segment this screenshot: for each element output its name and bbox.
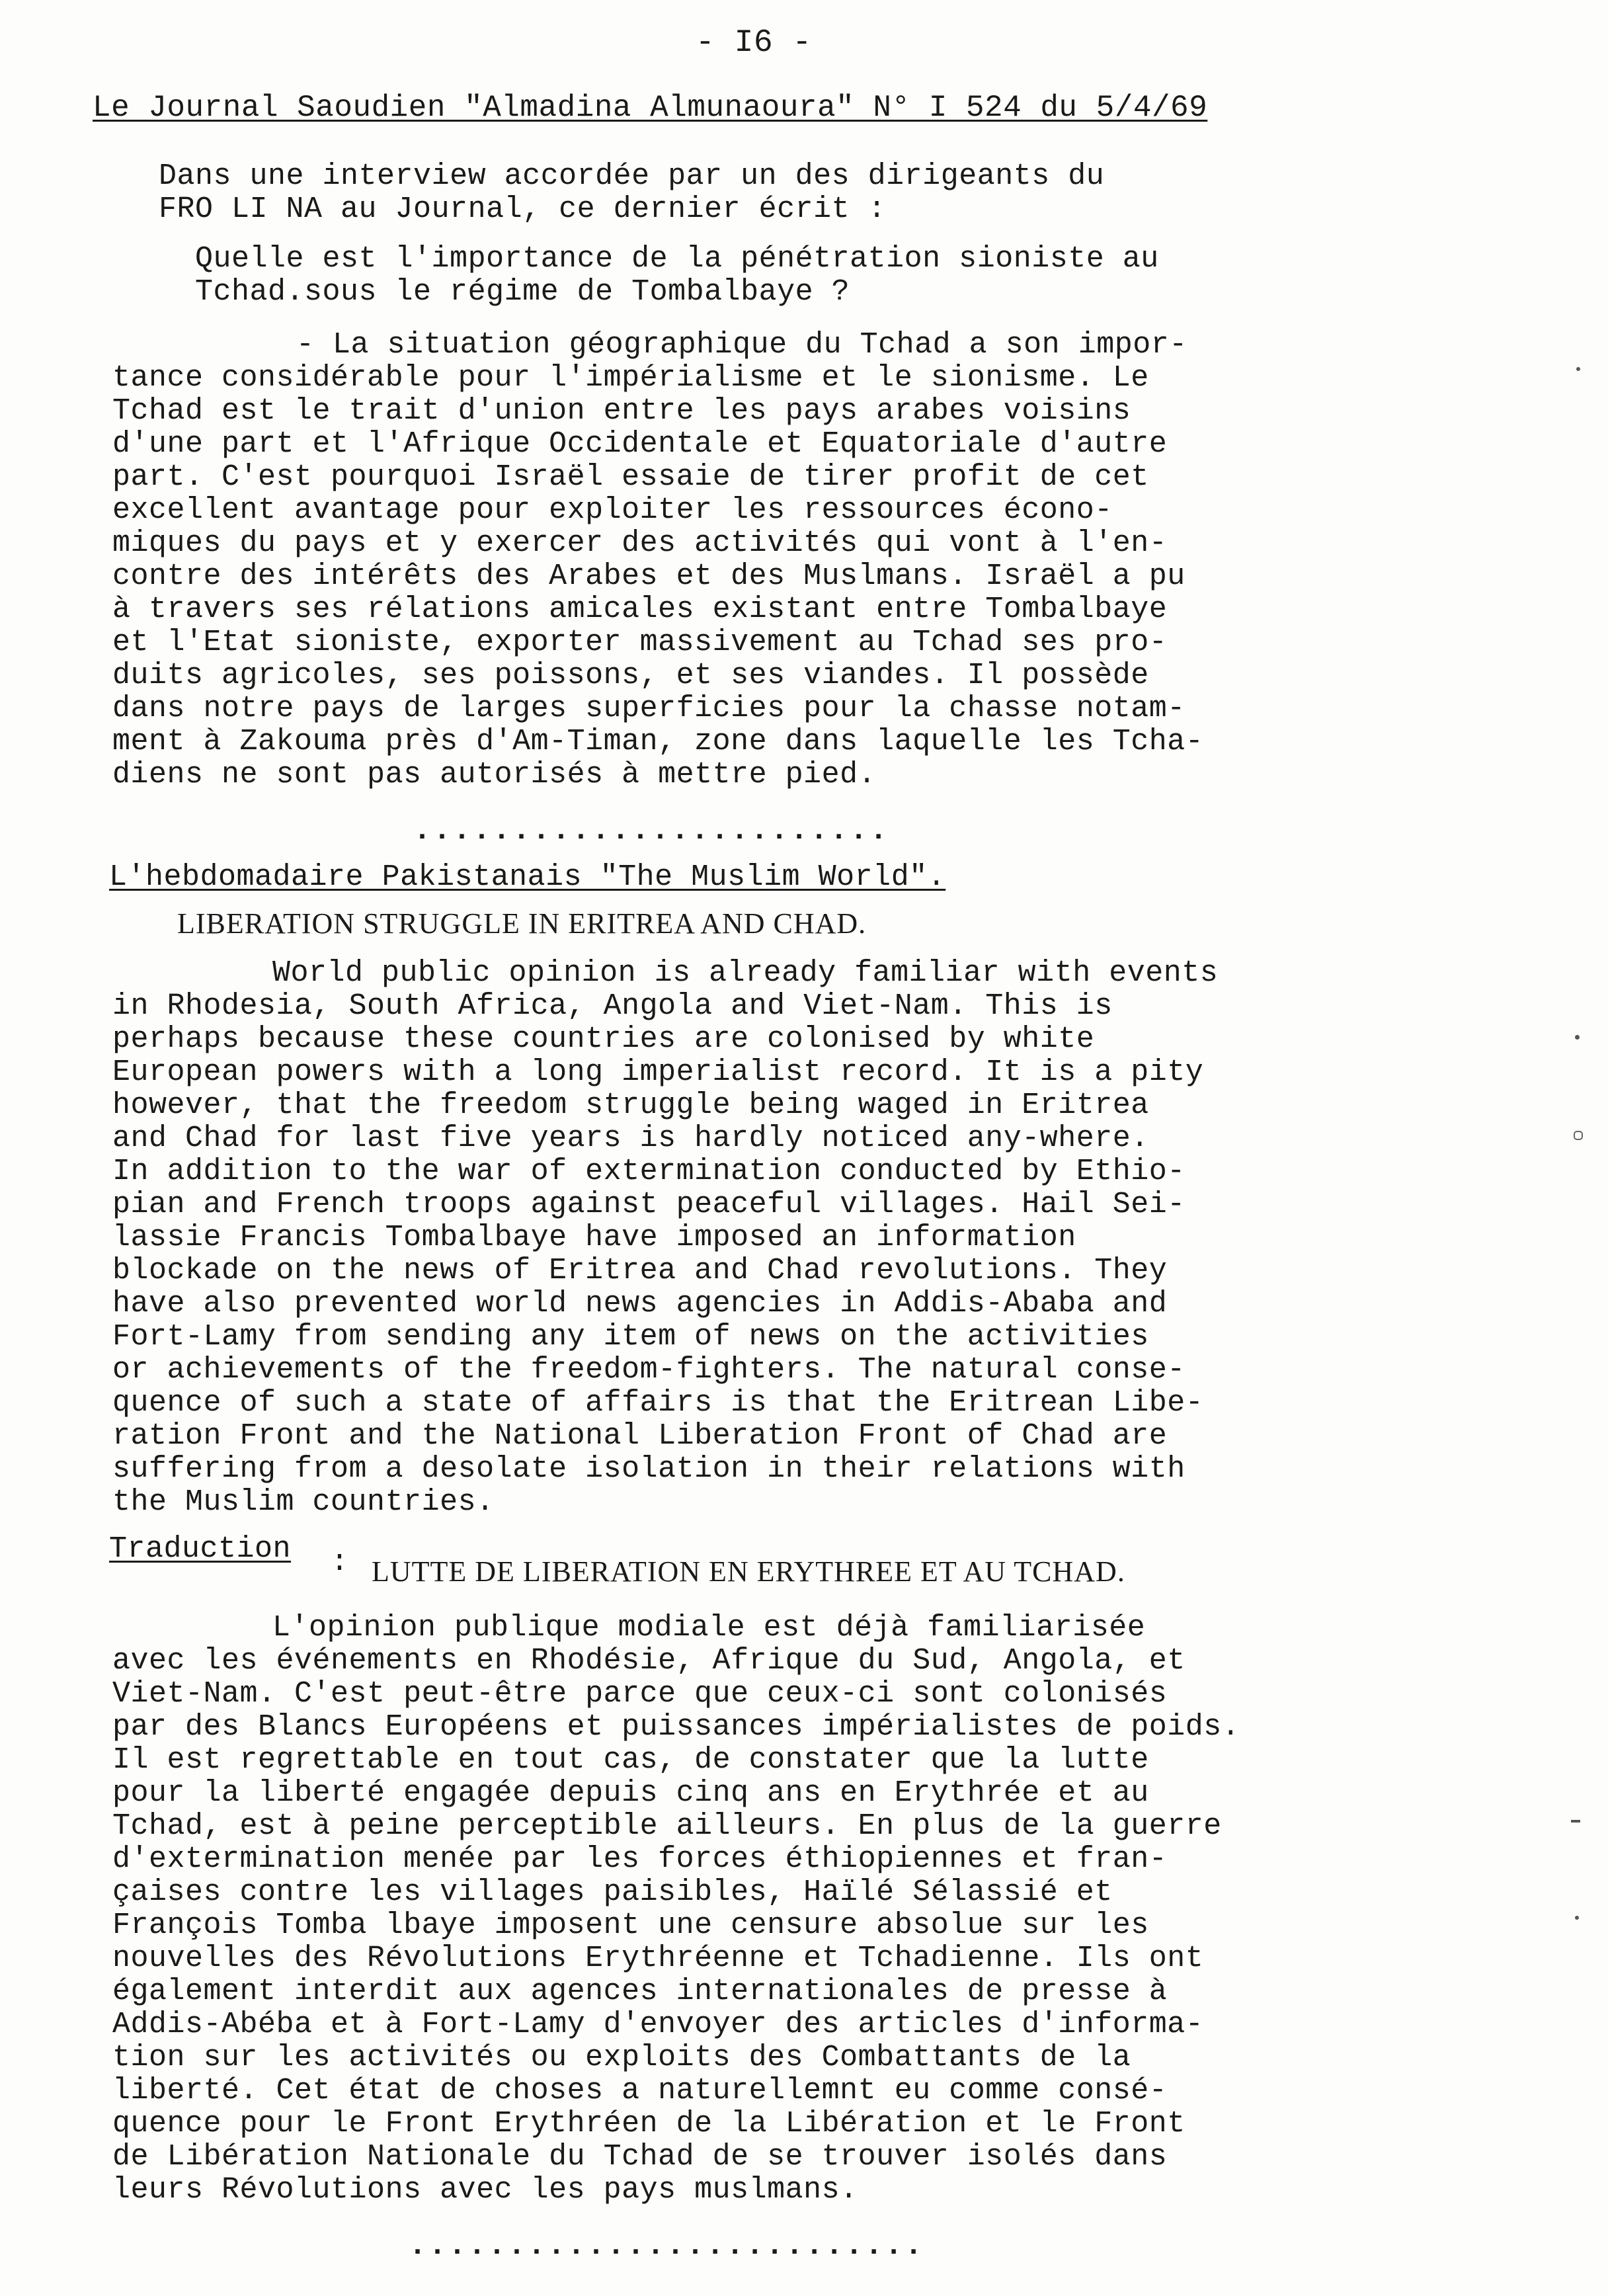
translation-label: Traduction [109, 1532, 292, 1566]
section3-body-line: François Tomba lbaye imposent une censure absolue sur les [112, 1908, 1149, 1942]
margin-mark [1576, 367, 1580, 371]
section1-answer-line: duits agricoles, ses poissons, et ses viandes. Il possède [112, 659, 1149, 692]
section2-body-line: perhaps because these countries are colonised by white [112, 1022, 1095, 1056]
section3-body-line: tion sur les activités ou exploits des Combattants de la [112, 2041, 1131, 2074]
section3-body-line: avec les événements en Rhodésie, Afrique du Sud, Angola, et [112, 1644, 1186, 1678]
section2-body-line: pian and French troops against peaceful villages. Hail Sei- [112, 1188, 1186, 1221]
section3-body-line: liberté. Cet état de choses a naturellemnt eu comme consé- [112, 2074, 1168, 2108]
section1-answer-line: contre des intérêts des Arabes et des Muslmans. Israël a pu [112, 559, 1186, 593]
section3-body-line: Addis-Abéba et à Fort-Lamy d'envoyer des articles d'informa- [112, 2008, 1204, 2041]
section2-body-line: and Chad for last five years is hardly noticed any-where. [112, 1122, 1149, 1155]
margin-mark [1575, 1035, 1580, 1040]
section1-answer-line: Tchad est le trait d'union entre les pays arabes voisins [112, 394, 1131, 428]
section-separator: .......................... [409, 2229, 925, 2263]
section2-source: L'hebdomadaire Pakistanais "The Muslim World". [109, 860, 946, 894]
section3-body-line: Viet-Nam. C'est peut-être parce que ceux-ci sont colonisés [112, 1677, 1168, 1711]
section1-answer-line: excellent avantage pour exploiter les ressources écono- [112, 493, 1113, 527]
section2-body-line: quence of such a state of affairs is that the Eritrean Libe- [112, 1386, 1204, 1420]
section1-intro-line: Dans une interview accordée par un des dirigeants du [159, 159, 1105, 193]
section1-answer-line: diens ne sont pas autorisés à mettre pied. [112, 758, 877, 792]
section3-body-line: L'opinion publique modiale est déjà familiarisée [272, 1611, 1146, 1645]
section1-answer-line: dans notre pays de larges superficies pour la chasse notam- [112, 692, 1186, 725]
section2-body-line: blockade on the news of Eritrea and Chad revolutions. They [112, 1254, 1168, 1288]
translation-colon: : [331, 1545, 349, 1579]
section2-body-line: or achievements of the freedom-fighters. The natural conse- [112, 1353, 1186, 1387]
section3-body-line: d'extermination menée par les forces éthiopiennes et fran- [112, 1842, 1168, 1876]
section1-question-line: Quelle est l'importance de la pénétration sioniste au [195, 242, 1159, 276]
section1-answer-line: d'une part et l'Afrique Occidentale et Equatoriale d'autre [112, 427, 1168, 461]
section2-body-line: have also prevented world news agencies in Addis-Ababa and [112, 1287, 1168, 1321]
section2-body-line: in Rhodesia, South Africa, Angola and Viet-Nam. This is [112, 989, 1113, 1023]
section1-source: Le Journal Saoudien "Almadina Almunaoura" N° I 524 du 5/4/69 [93, 91, 1208, 125]
section3-body-line: pour la liberté engagée depuis cinq ans en Erythrée et au [112, 1776, 1149, 1810]
section2-body-line: In addition to the war of extermination conducted by Ethio- [112, 1155, 1186, 1188]
margin-mark [1571, 1820, 1580, 1823]
section3-body-line: çaises contre les villages paisibles, Haïlé Sélassié et [112, 1875, 1113, 1909]
section3-body-line: quence pour le Front Erythréen de la Libération et le Front [112, 2107, 1186, 2141]
section3-body-line: de Libération Nationale du Tchad de se trouver isolés dans [112, 2140, 1168, 2174]
section3-body-line: nouvelles des Révolutions Erythréenne et Tchadienne. Ils ont [112, 1942, 1204, 1975]
section3-body-line: leurs Révolutions avec les pays muslmans. [112, 2173, 858, 2207]
section2-body-line: lassie Francis Tombalbaye have imposed an information [112, 1221, 1076, 1254]
section3-body-line: Il est regrettable en tout cas, de constater que la lutte [112, 1743, 1149, 1777]
section1-answer-line: ment à Zakouma près d'Am-Timan, zone dans laquelle les Tcha- [112, 725, 1204, 758]
section1-answer-line: - La situation géographique du Tchad a son impor- [296, 328, 1187, 362]
section-separator: ........................ [413, 814, 890, 848]
section2-body-line: Fort-Lamy from sending any item of news on the activities [112, 1320, 1149, 1354]
section2-title: LIBERATION STRUGGLE IN ERITREA AND CHAD. [177, 907, 867, 940]
section2-body-line: European powers with a long imperialist record. It is a pity [112, 1055, 1204, 1089]
section3-title: LUTTE DE LIBERATION EN ERYTHREE ET AU TCHAD. [372, 1555, 1125, 1588]
section2-body-line: the Muslim countries. [112, 1485, 495, 1519]
section3-body-line: par des Blancs Européens et puissances impérialistes de poids. [112, 1710, 1240, 1744]
section3-body-line: Tchad, est à peine perceptible ailleurs. En plus de la guerre [112, 1809, 1222, 1843]
margin-mark [1575, 1916, 1579, 1920]
section1-answer-line: tance considérable pour l'impérialisme et le sionisme. Le [112, 361, 1149, 395]
section3-body-line: également interdit aux agences internationales de presse à [112, 1975, 1168, 2008]
section1-answer-line: à travers ses rélations amicales existant entre Tombalbaye [112, 593, 1168, 626]
section1-question-line: Tchad.sous le régime de Tombalbaye ? [195, 275, 850, 309]
section2-body-line: however, that the freedom struggle being waged in Eritrea [112, 1088, 1149, 1122]
section2-body-line: ration Front and the National Liberation Front of Chad are [112, 1419, 1168, 1453]
page-number: - I6 - [696, 25, 812, 61]
section1-intro-line: FRO LI NA au Journal, ce dernier écrit : [159, 192, 887, 226]
section1-answer-line: et l'Etat sioniste, exporter massivement au Tchad ses pro- [112, 626, 1168, 659]
section2-body-line: World public opinion is already familiar with events [272, 956, 1219, 990]
margin-mark [1574, 1131, 1583, 1140]
section1-answer-line: part. C'est pourquoi Israël essaie de tirer profit de cet [112, 460, 1149, 494]
section2-body-line: suffering from a desolate isolation in their relations with [112, 1452, 1186, 1486]
section1-answer-line: miques du pays et y exercer des activités qui vont à l'en- [112, 526, 1168, 560]
